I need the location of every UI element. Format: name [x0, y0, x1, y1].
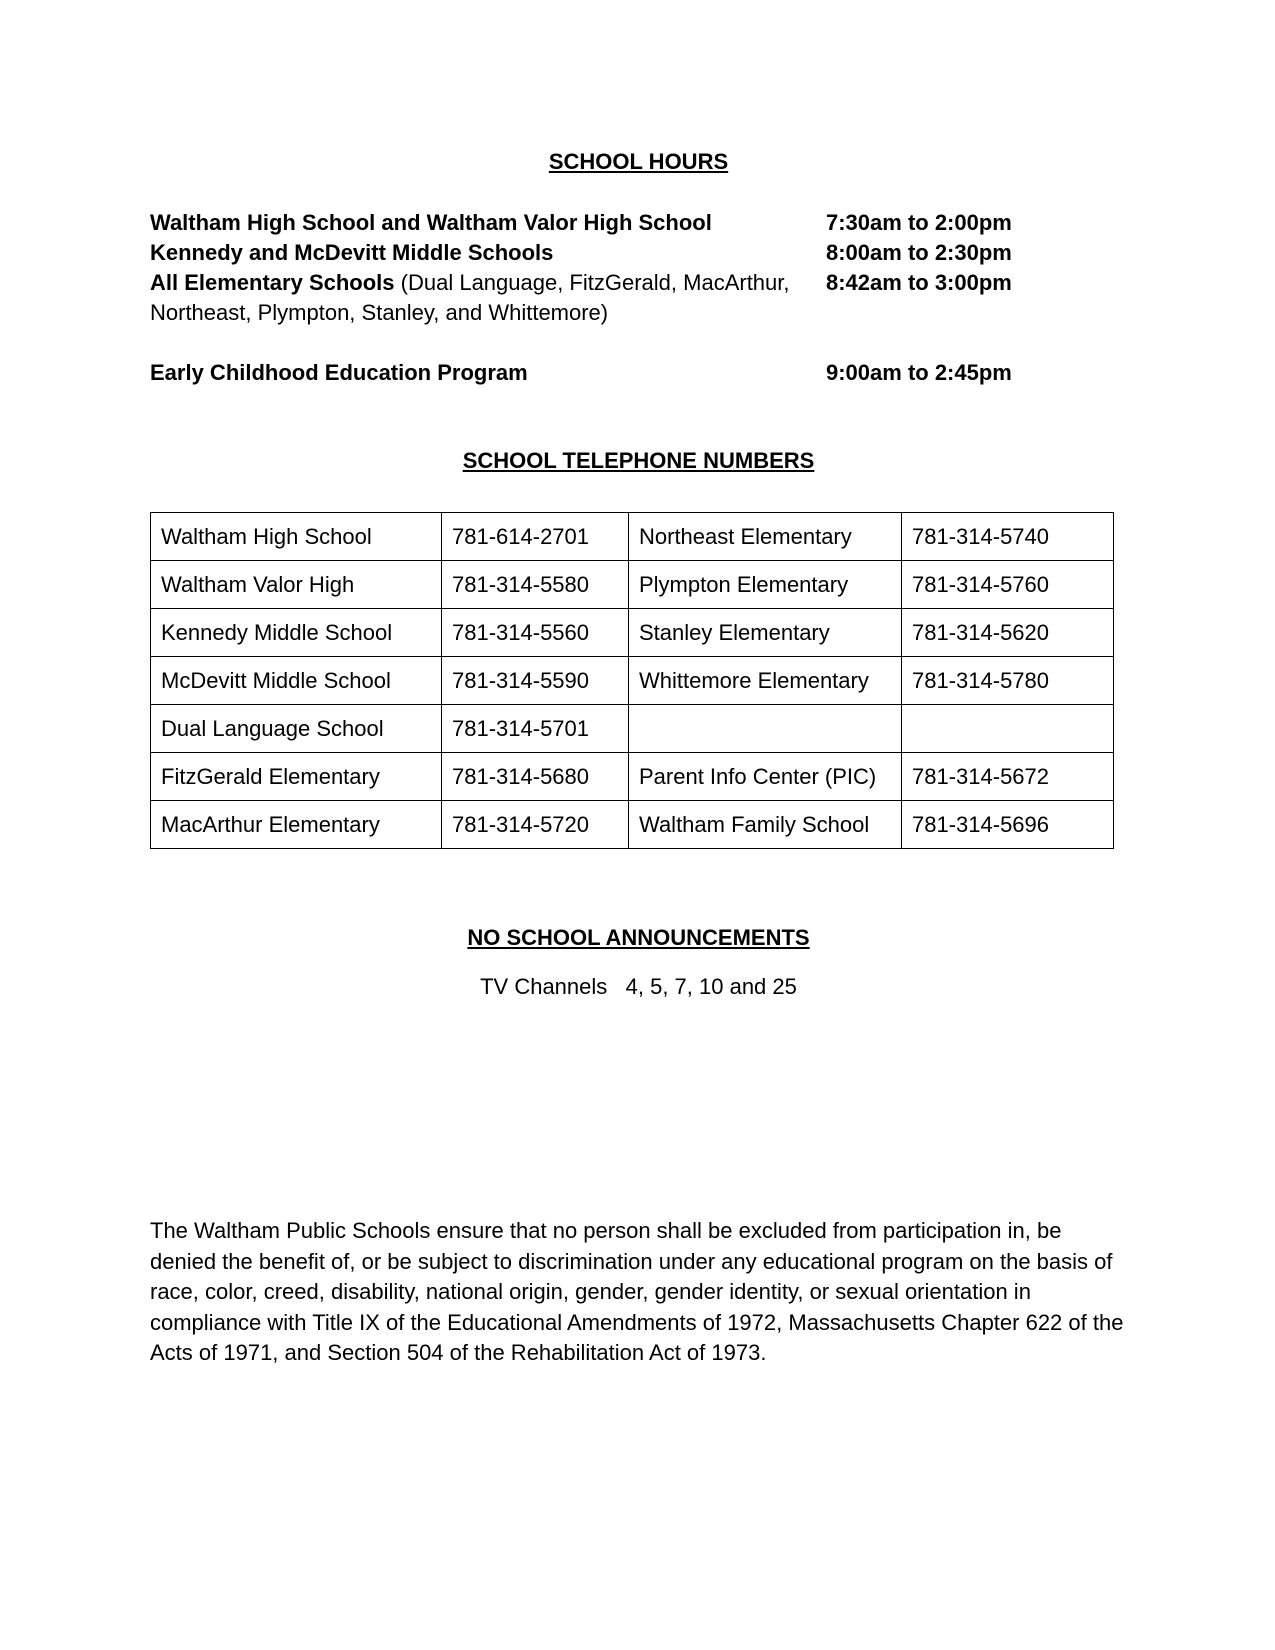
hours-row-time: 7:30am to 2:00pm: [826, 210, 1012, 235]
table-row: [151, 609, 1114, 657]
table-row: [151, 513, 1114, 561]
phone-number-cell: 781-314-5672: [902, 753, 1114, 801]
table-row: [151, 801, 1114, 849]
phone-numbers-heading: SCHOOL TELEPHONE NUMBERS: [462, 448, 815, 473]
school-name-cell: Plympton Elementary: [629, 561, 902, 609]
hours-row-time: 9:00am to 2:45pm: [826, 360, 1012, 385]
no-school-heading: NO SCHOOL ANNOUNCEMENTS: [467, 925, 810, 950]
tv-channels-line: [150, 972, 1127, 1002]
phone-numbers-table: [150, 512, 1114, 849]
phone-number-cell: 781-314-5720: [442, 801, 629, 849]
tv-channels-list: 4, 5, 7, 10 and 25: [625, 974, 797, 999]
phone-number-cell: 781-614-2701: [442, 513, 629, 561]
phone-number-cell: 781-314-5680: [442, 753, 629, 801]
non-discrimination-statement: The Waltham Public Schools ensure that no person shall be excluded from participation in, be denied the benefit of, or be subject to discrimination under any educational program on the basis of race, color, creed, disability, national origin, gender, gender identity, or sexual orientation in compliance with Title IX of the Educational Amendments of 1972, Massachusetts Chapter 622 of the Acts of 1971, and Section 504 of the Rehabilitation Act of 1973.: [150, 1218, 1124, 1365]
phone-number-cell: 781-314-5590: [442, 657, 629, 705]
hours-row-early-childhood: [150, 358, 1050, 388]
phone-number-cell: 781-314-5701: [442, 705, 629, 753]
phone-number-cell: 781-314-5560: [442, 609, 629, 657]
school-hours-heading: SCHOOL HOURS: [548, 149, 729, 174]
school-name-cell: Stanley Elementary: [629, 609, 902, 657]
table-row: [151, 561, 1114, 609]
hours-row-high-school: [150, 208, 1050, 238]
hours-row-name-detail: (Dual Language, FitzGerald, MacArthur, Northeast, Plympton, Stanley, and Whittemore): [150, 270, 790, 325]
hours-row-time: 8:42am to 3:00pm: [826, 270, 1012, 295]
hours-row-name-bold: Waltham High School and Waltham Valor High School: [150, 210, 712, 235]
school-name-cell: Dual Language School: [151, 705, 442, 753]
phone-number-cell: 781-314-5580: [442, 561, 629, 609]
hours-row-name: [150, 268, 810, 328]
school-name-cell: Northeast Elementary: [629, 513, 902, 561]
hours-row-elementary: [150, 268, 1050, 328]
hours-row-name: [150, 358, 810, 388]
school-name-cell: Kennedy Middle School: [151, 609, 442, 657]
school-name-cell: Waltham Valor High: [151, 561, 442, 609]
phone-number-cell: 781-314-5696: [902, 801, 1114, 849]
hours-row-name-bold: All Elementary Schools: [150, 270, 395, 295]
phone-number-cell: 781-314-5620: [902, 609, 1114, 657]
table-row: [151, 657, 1114, 705]
phone-number-cell: 781-314-5760: [902, 561, 1114, 609]
school-hours-list: [150, 208, 1050, 388]
school-name-cell: Waltham Family School: [629, 801, 902, 849]
hours-row-time: 8:00am to 2:30pm: [826, 240, 1012, 265]
phone-number-cell: 781-314-5780: [902, 657, 1114, 705]
hours-row-name-bold: Kennedy and McDevitt Middle Schools: [150, 240, 554, 265]
table-row: [151, 705, 1114, 753]
tv-channels-label: TV Channels: [480, 974, 608, 999]
phone-number-cell: 781-314-5740: [902, 513, 1114, 561]
phone-number-cell: [902, 705, 1114, 753]
school-name-cell: Parent Info Center (PIC): [629, 753, 902, 801]
hours-row-name-bold: Early Childhood Education Program: [150, 360, 528, 385]
hours-row-name: [150, 238, 810, 268]
hours-row-name: [150, 208, 810, 238]
school-name-cell: [629, 705, 902, 753]
hours-row-middle-schools: [150, 238, 1050, 268]
school-name-cell: McDevitt Middle School: [151, 657, 442, 705]
school-name-cell: Waltham High School: [151, 513, 442, 561]
school-name-cell: Whittemore Elementary: [629, 657, 902, 705]
school-name-cell: FitzGerald Elementary: [151, 753, 442, 801]
table-row: [151, 753, 1114, 801]
school-name-cell: MacArthur Elementary: [151, 801, 442, 849]
